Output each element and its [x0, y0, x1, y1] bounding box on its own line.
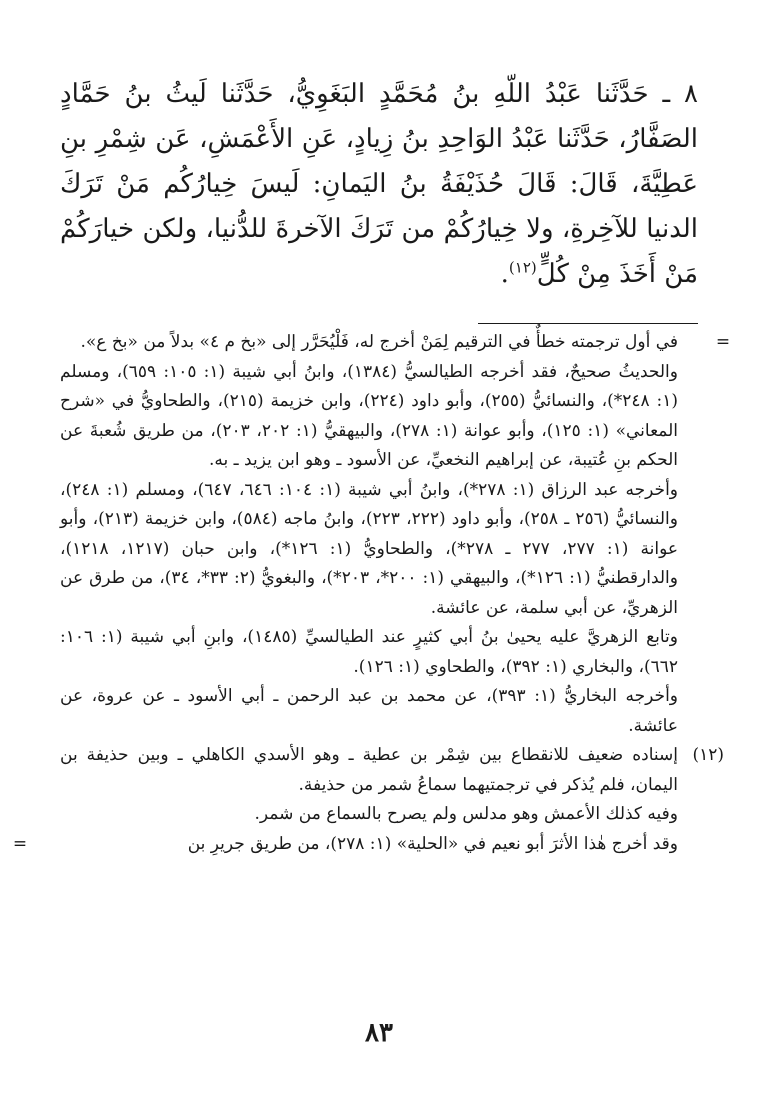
footnote-divider: [478, 323, 698, 324]
footnote-text: وأخرجه عبد الرزاق (١: ٢٧٨*)، وابنُ أبي شيبة (١: ١٠٤: ٦٤٦، ٦٤٧)، ومسلم (١: ٢٤٨)، والنسائيُّ (٢٥٦ ـ ٢٥٨)، وأبو داود (٢٢٢، ٢٢٣)، وابنُ ماجه (٥٨٤)، وابن خزيمة (٢١٣)، وأبو عوانة (١: ٢٧٧، ٢٧٧ ـ ٢٧٨*)، والطحاويُّ (١: ١٢٦*)، وابن حبان (١٢١٧، ١٢١٨)، والدارقطنيُّ (١: ١٢٦*)، والبيهقي (١: ٢٠٠*، ٢٠٣*)، والبغويُّ (٢: ٣٣*، ٣٤)، من طرق عن الزهريِّ، عن أبي سلمة، عن عائشة.: [60, 479, 679, 618]
footnote-text: وأخرجه البخاريُّ (١: ٣٩٣)، عن محمد بن عبد الرحمن ـ أبي الأسود ـ عن عروة، عن عائشة.: [60, 686, 678, 736]
footnote-number: (١٢): [692, 745, 724, 765]
continued-marker: =: [715, 332, 731, 352]
footnote-text: في أول ترجمته خطأٌ في الترقيم لِمَنْ أخرج له، فَلْيُحَرَّر إلى «بخ م ٤» بدلاً من «بخ ع».: [80, 332, 678, 352]
footnote-continued-paragraph: [60, 328, 731, 358]
footnote-text: وقد أخرج هٰذا الأثرَ أبو نعيم في «الحلية» (١: ٢٧٨)، من طريق جريرِ بن: [187, 833, 678, 854]
hadith-body: ٨ ـ حَدَّثَنا عَبْدُ اللّهِ بنُ مُحَمَّدٍ البَغَوِيُّ، حَدَّثَنا لَيثُ بنُ حَمَّادٍ الصَفَّارُ، حَدَّثَنا عَبْدُ الوَاحِدِ بنُ زِيادٍ، عَنِ الأَعْمَشِ، عَن شِمْرِ بنِ عَطِيَّةَ، قَالَ: قَالَ حُذَيْفَةُ بنُ اليَمانِ: لَيسَ خِيارُكُم مَنْ تَرَكَ الدنيا للآخِرةِ، ولا خِيارُكُمْ من تَرَكَ الآخرةَ للدُّنيا، ولكن خيارَكُمْ مَنْ أَخَذَ مِنْ كُلٍّ: [60, 79, 698, 289]
footnote-12-paragraph: [60, 741, 724, 800]
continuation-marker: =: [12, 833, 28, 854]
footnote-paragraph: [60, 682, 698, 741]
footnote-paragraph: [60, 476, 698, 624]
page-number: ٨٣: [365, 1018, 393, 1048]
footnote-text: وتابع الزهريَّ عليه يحيىٰ بنُ أبي كثيرٍ عند الطيالسيِّ (١٤٨٥)، وابنِ أبي شيبة (١: ١٠٦: ٦٦٢)، والبخاري (١: ٣٩٢)، والطحاوي (١: ١٢٦).: [60, 627, 678, 677]
footnote-paragraph: [60, 623, 698, 682]
end-mark: .: [500, 259, 509, 289]
footnote-text: وفيه كذلك الأعمش وهو مدلس ولم يصرح بالسماع من شمر.: [254, 804, 678, 824]
footnote-text: إسناده ضعيف للانقطاع بين شِمْر بن عطية ـ وهو الأسدي الكاهلي ـ وبين حذيفة بن اليمان، فلم يُذكر في ترجمتيهما سماعُ شمر من حذيفة.: [60, 745, 678, 795]
hadith-main-text: [60, 72, 698, 297]
footnote-paragraph: [12, 830, 698, 860]
footnote-text: والحديثُ صحيحٌ، فقد أخرجه الطيالسيُّ (١٣٨٤)، وابنُ أبي شيبة (١: ١٠٥: ٦٥٩)، ومسلم (١: ٢٤٨*)، والنسائيُّ (٢٥٥)، وأبو داود (٢٢٤)، وابن خزيمة (٢١٥)، والطحاويُّ في «شرح المعاني» (١: ١٢٥)، وأبو عوانة (١: ٢٧٨)، والبيهقيُّ (١: ٢٠٢، ٢٠٣)، من طريق شُعبةَ عن الحكم بنِ عُتيبة، عن إبراهيم النخعيِّ، عن الأسود ـ وهو ابن يزيد ـ به.: [60, 361, 679, 470]
footnotes-section: [12, 328, 731, 859]
hadith-paragraph: [60, 72, 698, 297]
footnote-paragraph: [60, 358, 698, 476]
footnote-reference: (١٢): [508, 258, 537, 277]
footnote-paragraph: [60, 800, 698, 830]
